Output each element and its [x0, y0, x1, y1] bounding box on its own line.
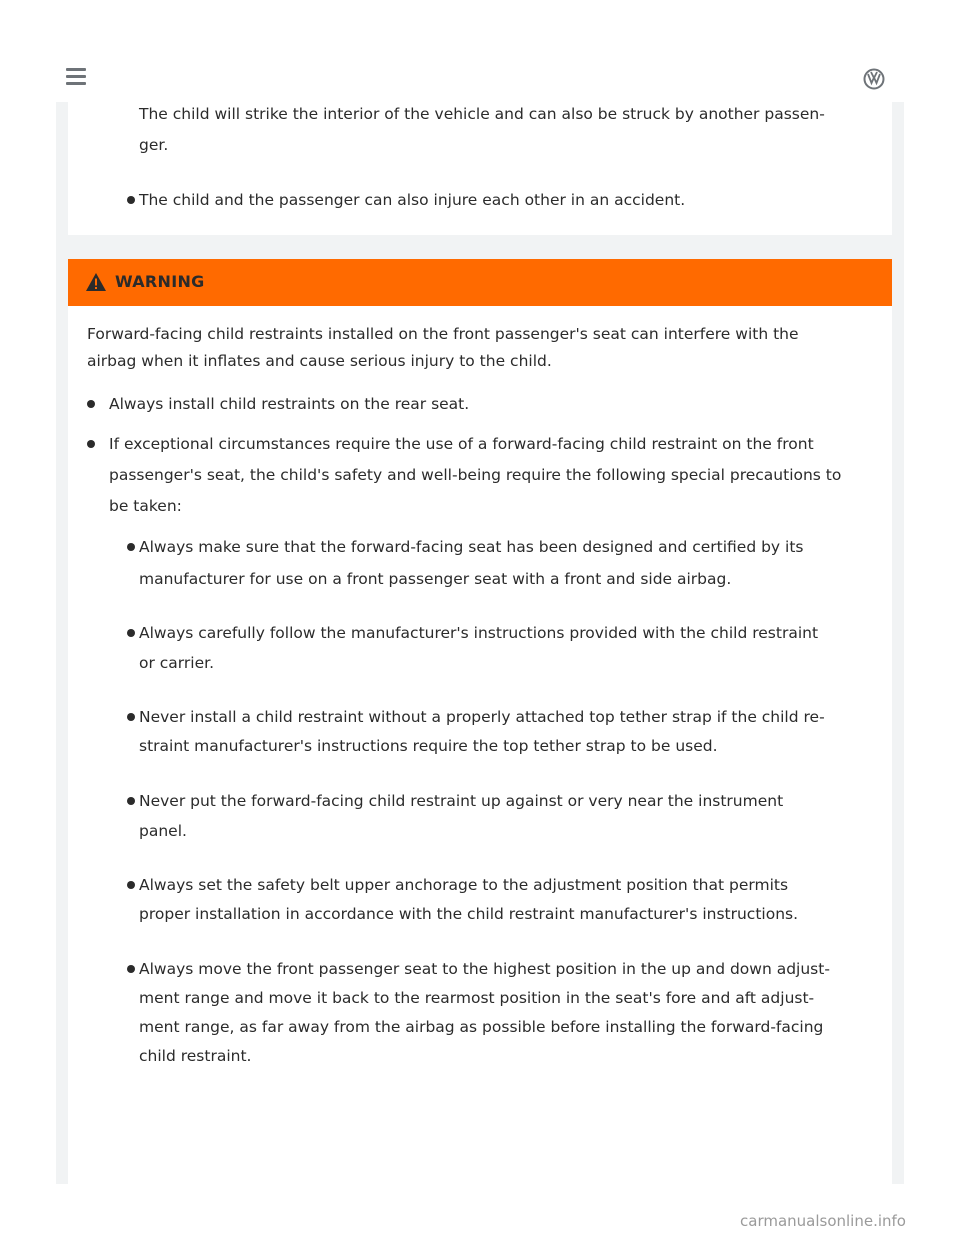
sub-bullet-text: Never put the forward-facing child restraint up against or very near the instrument: [139, 792, 784, 810]
warning-title: WARNING: [115, 272, 205, 291]
sub-bullet-dot: [127, 543, 135, 551]
sub-bullet-text: child restraint.: [139, 1047, 252, 1065]
warning-intro-line: airbag when it inflates and cause serious injury to the child.: [87, 352, 552, 370]
bullet-text: be taken:: [109, 497, 182, 515]
paragraph-line: The child will strike the interior of the vehicle and can also be struck by another passen-: [139, 105, 825, 123]
sub-bullet-text: manufacturer for use on a front passenger seat with a front and side airbag.: [139, 570, 732, 588]
sub-bullet-text: Always carefully follow the manufacturer's instructions provided with the child restraint: [139, 624, 819, 642]
warning-triangle-icon: [85, 272, 107, 292]
warning-card: [68, 259, 892, 1184]
sub-bullet-text: straint manufacturer's instructions require the top tether strap to be used.: [139, 737, 718, 755]
watermark: carmanualsonline.info: [740, 1212, 906, 1230]
bullet-dot: [127, 196, 135, 204]
sub-bullet-dot: [127, 713, 135, 721]
bullet-text: If exceptional circumstances require the use of a forward-facing child restraint on the front: [109, 435, 814, 453]
sub-bullet-dot: [127, 629, 135, 637]
top-bar: [0, 0, 960, 104]
paragraph-line: ger.: [139, 136, 169, 154]
bullet-text: passenger's seat, the child's safety and well-being require the following special precautions to: [109, 466, 842, 484]
sub-bullet-text: proper installation in accordance with the child restraint manufacturer's instructions.: [139, 905, 799, 923]
sub-bullet-dot: [127, 881, 135, 889]
vw-logo-icon[interactable]: [863, 68, 885, 90]
bullet-text: The child and the passenger can also injure each other in an accident.: [139, 191, 686, 209]
hamburger-menu-icon[interactable]: [66, 68, 86, 86]
sub-bullet-dot: [127, 797, 135, 805]
sub-bullet-text: panel.: [139, 822, 187, 840]
previous-warning-card: [68, 102, 892, 235]
sub-bullet-text: Always make sure that the forward-facing seat has been designed and certified by its: [139, 538, 804, 556]
bullet-dot: [87, 400, 95, 408]
warning-intro-line: Forward-facing child restraints installed on the front passenger's seat can interfere with the: [87, 325, 799, 343]
sub-bullet-text: Always move the front passenger seat to the highest position in the up and down adjust-: [139, 960, 830, 978]
sub-bullet-text: or carrier.: [139, 654, 214, 672]
bullet-dot: [87, 440, 95, 448]
warning-header: [68, 259, 892, 306]
sub-bullet-text: Never install a child restraint without a properly attached top tether strap if the child re-: [139, 708, 825, 726]
sub-bullet-text: ment range and move it back to the rearmost position in the seat's fore and aft adjust-: [139, 989, 815, 1007]
bullet-text: Always install child restraints on the rear seat.: [109, 395, 470, 413]
sub-bullet-text: ment range, as far away from the airbag as possible before installing the forward-facing: [139, 1018, 824, 1036]
sub-bullet-text: Always set the safety belt upper anchorage to the adjustment position that permits: [139, 876, 789, 894]
sub-bullet-dot: [127, 965, 135, 973]
